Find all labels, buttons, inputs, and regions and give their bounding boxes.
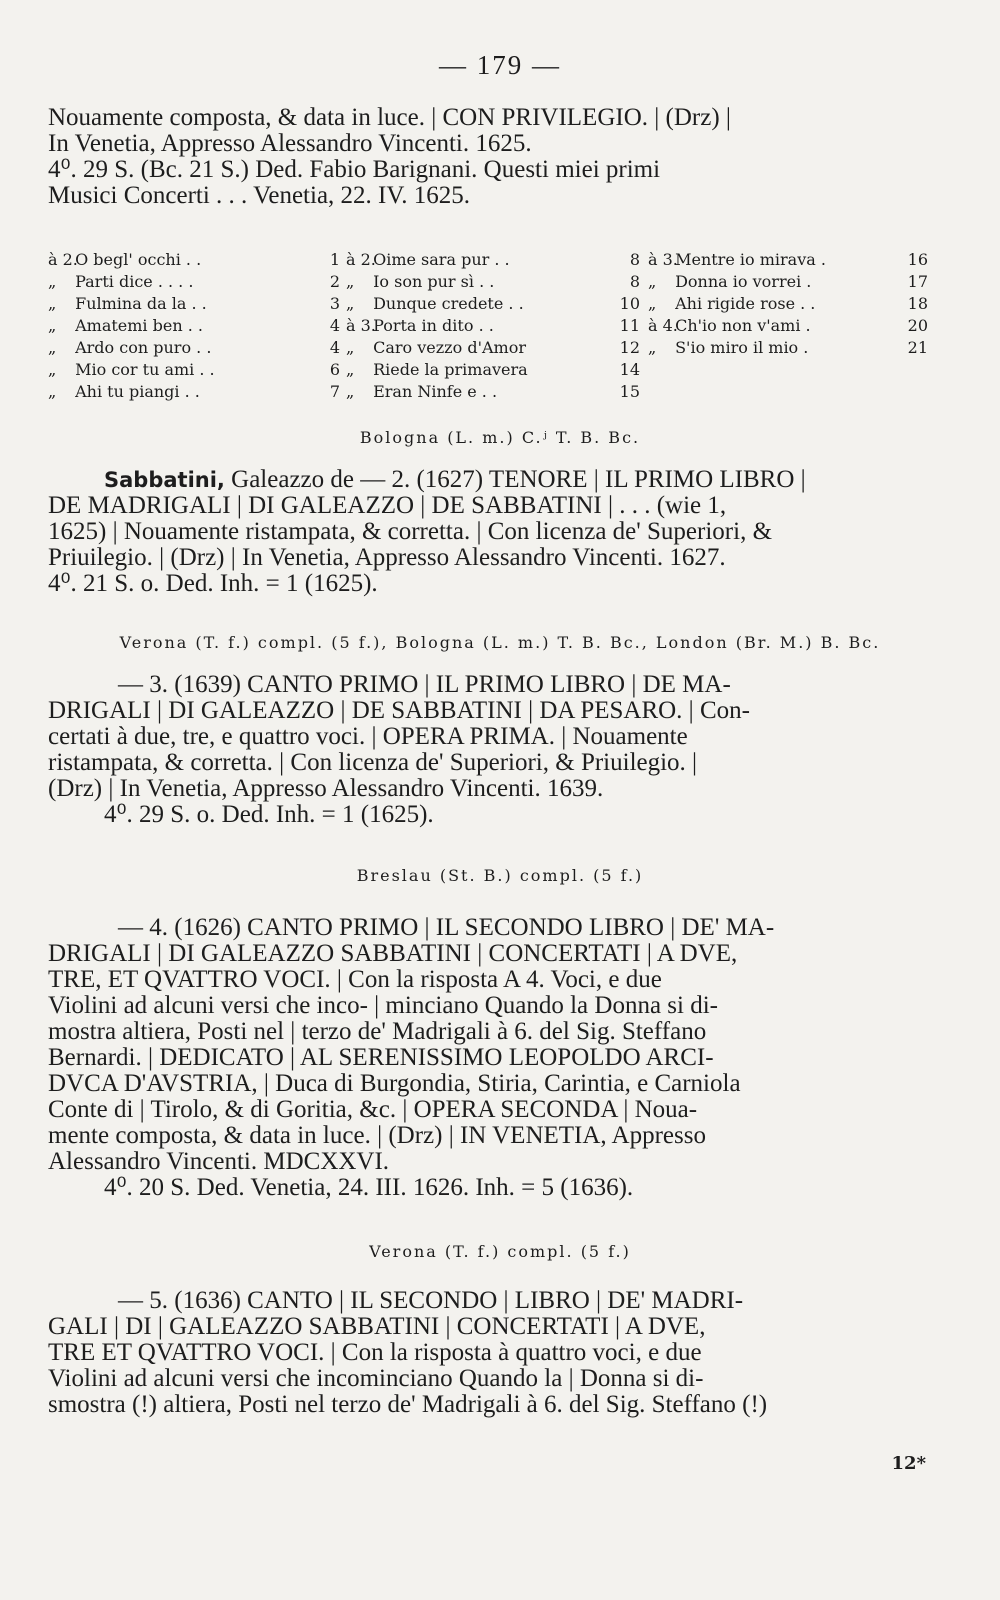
- toc-row: [346, 359, 640, 381]
- toc-row: [648, 271, 928, 293]
- entry-top-paragraph: [48, 105, 916, 209]
- toc-number: 12: [619, 338, 640, 357]
- toc-voice: à 2.: [48, 250, 78, 269]
- text-line: ristampata, & corretta. | Con licenza de' Superiori, & Priuilegio. |: [48, 749, 698, 776]
- text-line: smostra (!) altiera, Posti nel terzo de' Madrigali à 6. del Sig. Steffano (!): [48, 1391, 768, 1418]
- toc-row: [346, 315, 640, 337]
- toc-voice: „: [648, 272, 657, 291]
- text-line: 1625) | Nouamente ristampata, & corretta. | Con licenza de' Superiori, &: [48, 518, 773, 545]
- text-line: DVCA D'AVSTRIA, | Duca di Burgondia, Stiria, Carintia, e Carniola: [48, 1070, 741, 1097]
- text-line: Priuilegio. | (Drz) | In Venetia, Appresso Alessandro Vincenti. 1627.: [48, 544, 726, 571]
- text-line: certati à due, tre, e quattro voci. | OPERA PRIMA. | Nouamente: [48, 723, 688, 750]
- toc-voice: „: [346, 338, 355, 357]
- text-line: DE MADRIGALI | DI GALEAZZO | DE SABBATINI | . . . (wie 1,: [48, 492, 727, 519]
- toc-row: [648, 315, 928, 337]
- text-line: Musici Concerti . . . Venetia, 22. IV. 1625.: [48, 182, 470, 209]
- toc-row: [346, 337, 640, 359]
- text-line: TRE, ET QVATTRO VOCI. | Con la risposta A 4. Voci, e due: [48, 966, 662, 993]
- toc-number: 10: [619, 294, 640, 313]
- toc-row: [48, 271, 340, 293]
- toc-column-2: [346, 249, 640, 403]
- toc-number: 6: [329, 360, 340, 379]
- location-line: Verona (T. f.) compl. (5 f.), Bologna (L. m.) T. B. Bc., London (Br. M.) B. Bc.: [119, 633, 881, 652]
- toc-title: Mentre io mirava .: [675, 250, 826, 269]
- toc-number: 14: [619, 360, 640, 379]
- page-number: — 179 —: [439, 50, 561, 80]
- toc-title: Dunque credete . .: [373, 294, 524, 313]
- toc-title: Ahi tu piangi . .: [75, 382, 200, 401]
- toc-row: [346, 249, 640, 271]
- toc-number: 20: [907, 316, 928, 335]
- signature-mark: 12*: [891, 1453, 926, 1474]
- toc-voice: „: [648, 338, 657, 357]
- table-of-contents: [48, 249, 928, 407]
- text-line: TRE ET QVATTRO VOCI. | Con la risposta à quattro voci, e due: [48, 1339, 702, 1366]
- toc-number: 11: [619, 316, 640, 335]
- toc-number: 15: [619, 382, 640, 401]
- toc-title: Caro vezzo d'Amor: [373, 338, 526, 357]
- toc-number: 4: [329, 338, 340, 357]
- toc-voice: à 3.: [648, 250, 678, 269]
- toc-voice: à 2.: [346, 250, 376, 269]
- toc-number: 2: [329, 272, 340, 291]
- toc-column-1: [48, 249, 340, 403]
- toc-row: [346, 271, 640, 293]
- text-line: Bernardi. | DEDICATO | AL SERENISSIMO LEOPOLDO ARCI-: [48, 1044, 714, 1071]
- text-line: mente composta, & data in luce. | (Drz) | IN VENETIA, Appresso: [48, 1122, 706, 1149]
- text-line: 4⁰. 29 S. (Bc. 21 S.) Ded. Fabio Barignani. Questi miei primi: [48, 156, 661, 183]
- toc-voice: à 3.: [346, 316, 376, 335]
- toc-row: [48, 293, 340, 315]
- toc-title: Mio cor tu ami . .: [75, 360, 215, 379]
- toc-number: 8: [629, 250, 640, 269]
- toc-title: Riede la primavera: [373, 360, 528, 379]
- text-line: — 4. (1626) CANTO PRIMO | IL SECONDO LIBRO | DE' MA-: [118, 914, 775, 941]
- toc-voice: „: [346, 360, 355, 379]
- toc-row: [48, 249, 340, 271]
- toc-row: [48, 315, 340, 337]
- toc-column-3: [648, 249, 928, 359]
- toc-row: [648, 337, 928, 359]
- toc-number: 8: [629, 272, 640, 291]
- toc-title: Io son pur sì . .: [373, 272, 495, 291]
- toc-voice: „: [346, 382, 355, 401]
- text-line: 4⁰. 21 S. o. Ded. Inh. = 1 (1625).: [48, 570, 378, 597]
- text-line: 4⁰. 20 S. Ded. Venetia, 24. III. 1626. Inh. = 5 (1636).: [104, 1174, 634, 1201]
- toc-number: 3: [329, 294, 340, 313]
- entry-4-paragraph: [48, 915, 916, 1201]
- text-line: — 3. (1639) CANTO PRIMO | IL PRIMO LIBRO | DE MA-: [118, 671, 731, 698]
- toc-title: Ahi rigide rose . .: [675, 294, 816, 313]
- toc-voice: „: [48, 272, 57, 291]
- entry-3-paragraph: [48, 672, 916, 828]
- text-line: 4⁰. 29 S. o. Ded. Inh. = 1 (1625).: [104, 801, 434, 828]
- toc-row: [648, 293, 928, 315]
- text-line: DRIGALI | DI GALEAZZO SABBATINI | CONCERTATI | A DVE,: [48, 940, 738, 967]
- toc-row: [346, 293, 640, 315]
- toc-voice: à 4.: [648, 316, 678, 335]
- toc-row: [346, 381, 640, 403]
- toc-number: 17: [907, 272, 928, 291]
- text-line: Violini ad alcuni versi che inco- | minciano Quando la Donna si di-: [48, 992, 718, 1019]
- toc-title: Oime sara pur . .: [373, 250, 510, 269]
- toc-row: [48, 337, 340, 359]
- toc-number: 16: [907, 250, 928, 269]
- text-line: In Venetia, Appresso Alessandro Vincenti. 1625.: [48, 130, 532, 157]
- toc-number: 21: [907, 338, 928, 357]
- author-name: Sabbatini,: [104, 468, 225, 492]
- toc-title: S'io miro il mio .: [675, 338, 809, 357]
- toc-row: [48, 381, 340, 403]
- toc-title: Parti dice . . . .: [75, 272, 194, 291]
- toc-title: Fulmina da la . .: [75, 294, 207, 313]
- toc-number: 18: [907, 294, 928, 313]
- text-line: DRIGALI | DI GALEAZZO | DE SABBATINI | DA PESARO. | Con-: [48, 697, 750, 724]
- location-line: Breslau (St. B.) compl. (5 f.): [356, 866, 644, 885]
- text-line: — 5. (1636) CANTO | IL SECONDO | LIBRO | DE' MADRI-: [118, 1287, 744, 1314]
- toc-row: [648, 249, 928, 271]
- toc-number: 7: [329, 382, 340, 401]
- toc-title: Ardo con puro . .: [75, 338, 212, 357]
- text-line: Nouamente composta, & data in luce. | CON PRIVILEGIO. | (Drz) |: [48, 104, 731, 131]
- location-line: Verona (T. f.) compl. (5 f.): [369, 1242, 631, 1261]
- text-line: GALI | DI | GALEAZZO SABBATINI | CONCERTATI | A DVE,: [48, 1313, 706, 1340]
- location-line: Bologna (L. m.) C.ʲ T. B. Bc.: [359, 428, 641, 447]
- toc-number: 4: [329, 316, 340, 335]
- toc-row: [48, 359, 340, 381]
- text-line: (Drz) | In Venetia, Appresso Alessandro Vincenti. 1639.: [48, 775, 604, 802]
- toc-number: 1: [329, 250, 340, 269]
- toc-title: Ch'io non v'ami .: [675, 316, 811, 335]
- text-span: Galeazzo de — 2. (1627) TENORE | IL PRIMO LIBRO |: [231, 466, 806, 493]
- text-line: mostra altiera, Posti nel | terzo de' Madrigali à 6. del Sig. Steffano: [48, 1018, 707, 1045]
- text-line: Violini ad alcuni versi che incominciano Quando la | Donna si di-: [48, 1365, 704, 1392]
- toc-title: Eran Ninfe e . .: [373, 382, 498, 401]
- text-line: [48, 467, 916, 493]
- entry-5-paragraph: [48, 1288, 916, 1418]
- text-line: Conte di | Tirolo, & di Goritia, &c. | OPERA SECONDA | Noua-: [48, 1096, 698, 1123]
- toc-voice: „: [346, 272, 355, 291]
- toc-voice: „: [48, 360, 57, 379]
- toc-title: Donna io vorrei .: [675, 272, 812, 291]
- toc-title: Amatemi ben . .: [75, 316, 203, 335]
- toc-voice: „: [346, 294, 355, 313]
- entry-2-paragraph: [48, 467, 916, 597]
- toc-voice: „: [48, 294, 57, 313]
- toc-voice: „: [48, 316, 57, 335]
- toc-voice: „: [648, 294, 657, 313]
- text-line: Alessandro Vincenti. MDCXXVI.: [48, 1148, 390, 1175]
- toc-voice: „: [48, 382, 57, 401]
- toc-title: O begl' occhi . .: [75, 250, 202, 269]
- toc-voice: „: [48, 338, 57, 357]
- toc-title: Porta in dito . .: [373, 316, 494, 335]
